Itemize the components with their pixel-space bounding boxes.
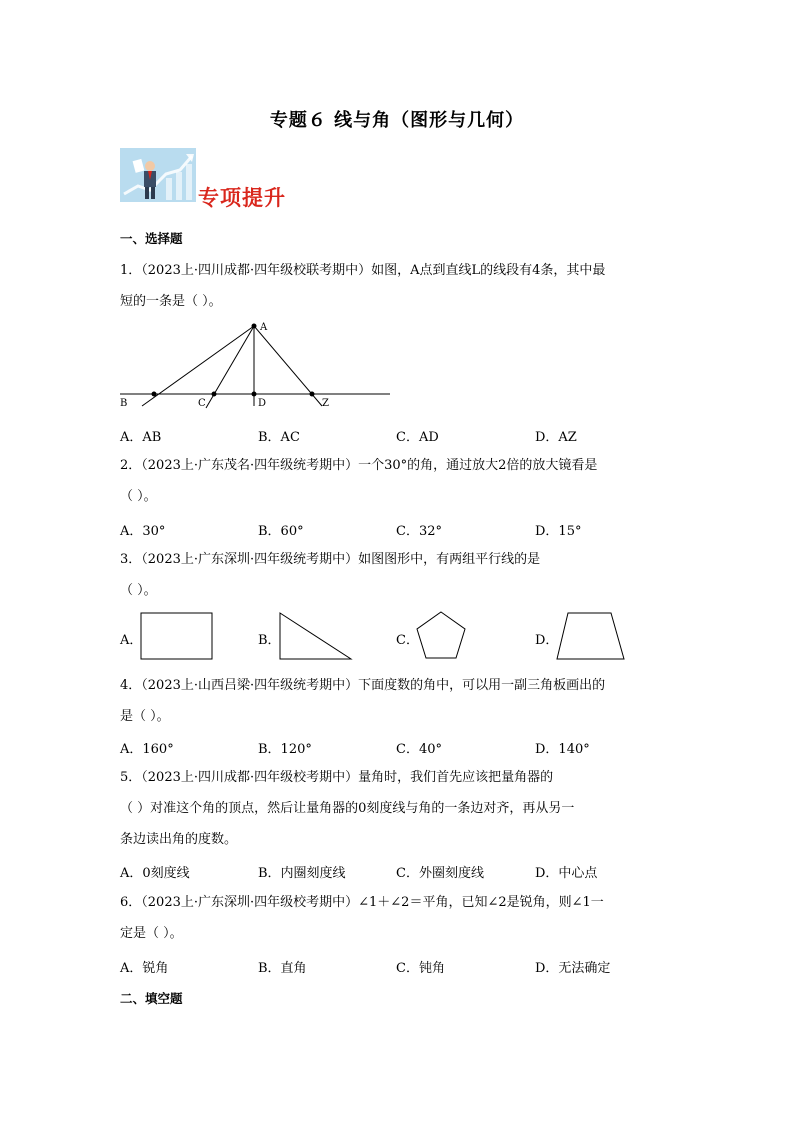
option-d[interactable]: D． (535, 633, 559, 648)
question-text: 条边读出角的度数。 (120, 832, 238, 847)
question-text: 是（ ）。 (120, 709, 170, 724)
option-b[interactable]: B．120° (258, 742, 312, 757)
point-label-d: D (258, 398, 267, 409)
option-a[interactable]: A．AB (120, 430, 162, 445)
question-text: 短的一条是（ ）。 (120, 294, 222, 309)
question-text: 2．（2023上·广东茂名·四年级统考期中）一个30°的角，通过放大2倍的放大镜看是 (120, 458, 598, 473)
question-6 (120, 887, 680, 949)
option-c[interactable]: C． (396, 633, 419, 648)
option-a[interactable]: A．30° (120, 524, 166, 539)
question-1-figure (116, 316, 396, 416)
page-title: 专题６ 线与角（图形与几何） (269, 110, 525, 131)
option-d[interactable]: D．无法确定 (535, 961, 611, 976)
option-a[interactable]: A．0刻度线 (120, 866, 190, 881)
option-d[interactable]: D．140° (535, 742, 590, 757)
point-label-a: A (260, 322, 268, 333)
question-text: 1．（2023上·四川成都·四年级校联考期中）如图，A点到直线L的线段有4条，其中最 (120, 263, 606, 278)
question-text: （ ）。 (120, 583, 157, 598)
question-5 (120, 762, 680, 855)
rectangle-icon (140, 612, 214, 662)
question-6-options (120, 957, 680, 977)
question-5-options (120, 862, 680, 882)
option-b[interactable]: B． (258, 633, 281, 648)
option-b[interactable]: B．AC (258, 430, 300, 445)
option-b[interactable]: B．直角 (258, 961, 307, 976)
question-text: （ ）。 (120, 489, 157, 504)
section-heading-fill-blank: 二、填空题 (120, 991, 183, 1006)
pentagon-icon (414, 610, 468, 662)
option-d[interactable]: D．AZ (535, 430, 577, 445)
question-text: 定是（ ）。 (120, 926, 183, 941)
businessman-chart-icon (120, 148, 196, 202)
option-a[interactable]: A．160° (120, 742, 174, 757)
section-heading-choice: 一、选择题 (120, 231, 183, 246)
question-4 (120, 670, 680, 732)
question-text: 4．（2023上·山西吕梁·四年级统考期中）下面度数的角中，可以用一副三角板画出的 (120, 678, 606, 693)
point-label-z: Z (322, 398, 329, 409)
question-1 (120, 255, 680, 317)
option-a[interactable]: A． (120, 633, 143, 648)
question-3 (120, 544, 680, 606)
option-b[interactable]: B．内圈刻度线 (258, 866, 346, 881)
question-2 (120, 450, 680, 512)
option-a[interactable]: A．锐角 (120, 961, 169, 976)
question-text: （ ）对准这个角的顶点，然后让量角器的0刻度线与角的一条边对齐，再从另一 (120, 801, 575, 816)
question-4-options (120, 738, 680, 758)
option-c[interactable]: C．AD (396, 430, 439, 445)
question-text: 3．（2023上·广东深圳·四年级统考期中）如图图形中，有两组平行线的是 (120, 552, 541, 567)
trapezoid-icon (555, 612, 627, 662)
option-d[interactable]: D．15° (535, 524, 582, 539)
option-c[interactable]: C．40° (396, 742, 442, 757)
banner-illustration (120, 148, 196, 202)
option-c[interactable]: C．钝角 (396, 961, 445, 976)
question-1-options (120, 426, 680, 446)
right-triangle-icon (279, 612, 355, 662)
point-label-c: C (198, 398, 206, 409)
option-c[interactable]: C．32° (396, 524, 442, 539)
question-text: 6．（2023上·广东深圳·四年级校考期中）∠1＋∠2＝平角，已知∠2是锐角，则∠1一 (120, 895, 604, 910)
option-b[interactable]: B．60° (258, 524, 304, 539)
option-c[interactable]: C．外圈刻度线 (396, 866, 484, 881)
point-label-b: B (120, 398, 128, 409)
question-text: 5．（2023上·四川成都·四年级校考期中）量角时，我们首先应该把量角器的 (120, 770, 554, 785)
option-d[interactable]: D．中心点 (535, 866, 598, 881)
question-2-options (120, 520, 680, 540)
banner-title: 专项提升 (198, 186, 286, 210)
